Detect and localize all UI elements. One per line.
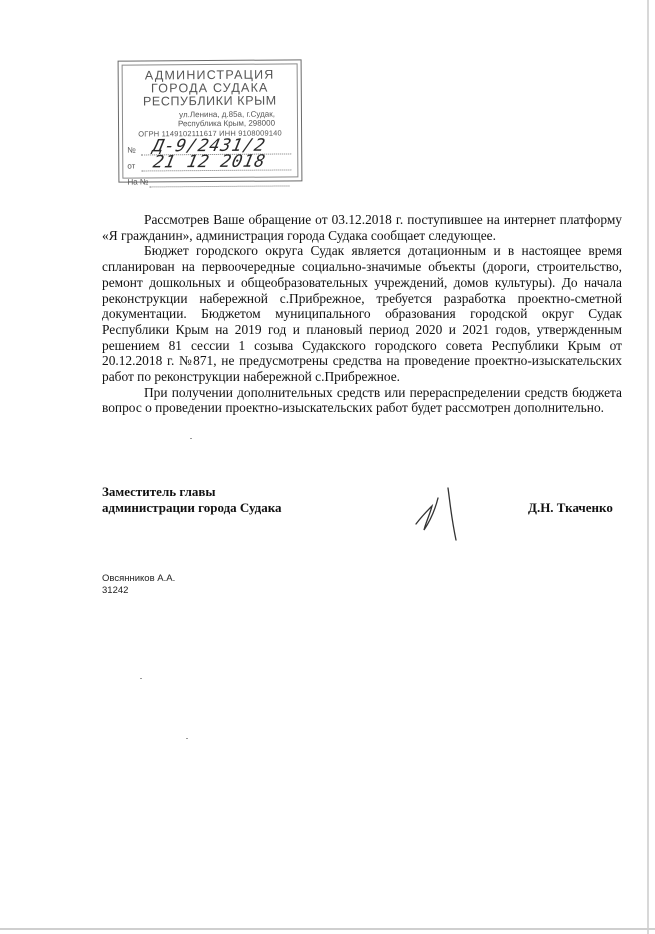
page-edge	[647, 0, 649, 934]
stamp-ids: ОГРН 1149102111617 ИНН 9108009140	[138, 128, 282, 139]
stamp-date-value: 21 12 2018	[151, 151, 268, 173]
stamp-line-3: РЕСПУБЛИКИ КРЫМ	[142, 93, 277, 109]
signer-title-line-2: администрации города Судака	[102, 500, 282, 515]
stamp-number-label: №	[127, 145, 136, 155]
scan-speck	[186, 738, 188, 739]
signer-name: Д.Н. Ткаченко	[528, 500, 613, 515]
stamp-line-2: ГОРОДА СУДАКА	[150, 80, 269, 96]
executor-name: Овсянников А.А.	[102, 573, 176, 584]
executor-phone: 31242	[102, 585, 129, 596]
scan-speck	[190, 438, 192, 439]
stamp-number-value: Д-9/2431/2	[151, 135, 268, 157]
stamp-ref-label: На №	[127, 177, 149, 187]
stamp-number-field	[127, 135, 268, 157]
stamp-address-2: Республика Крым, 298000	[177, 118, 276, 129]
paragraph-3: При получении дополнительных средств или перераспределении средств бюджета вопрос о проведении проектно-изыскательских работ будет рассмотрен дополнительно.	[102, 384, 622, 416]
executor-info	[102, 573, 175, 597]
registration-stamp	[118, 59, 303, 187]
stamp-ref-field	[127, 177, 148, 186]
stamp-date-label: от	[127, 161, 136, 171]
handwritten-signature	[412, 484, 464, 544]
page-bottom-edge	[0, 928, 655, 930]
letter-body	[102, 212, 622, 416]
paragraph-2: Бюджет городского округа Судак является дотационным и в настоящее время спланирован на первоочередные социально-значимые объекты (дороги, строительство, ремонт дошкольных и общеобразовательных учреждений, домов культуры). До начала реконструкции набережной с.Прибрежное, требуется разработка проектно-сметной документации. Бюджетом муниципального образования городской округ Судак Республики Крым на 2019 год и плановый период 2020 и 2021 годов, утвержденным решением 81 сессии 1 созыва Судакского городского совета Республики Крым от 20.12.2018 г. №871, не предусмотрены средства на проведение проектно-изыскательских работ по реконструкции набережной с.Прибрежное.	[102, 243, 622, 385]
paragraph-1: Рассмотрев Ваше обращение от 03.12.2018 г. поступившее на интернет платформу «Я гражданин», администрация города Судака сообщает следующее.	[102, 212, 622, 243]
stamp-line-1: АДМИНИСТРАЦИЯ	[144, 67, 275, 83]
signer-title	[102, 484, 282, 516]
stamp-date-field	[127, 151, 268, 173]
signer-title-line-1: Заместитель главы	[102, 484, 216, 499]
scan-speck	[140, 678, 142, 679]
stamp-address-1: ул.Ленина, д.85а, г.Судак,	[179, 109, 275, 120]
